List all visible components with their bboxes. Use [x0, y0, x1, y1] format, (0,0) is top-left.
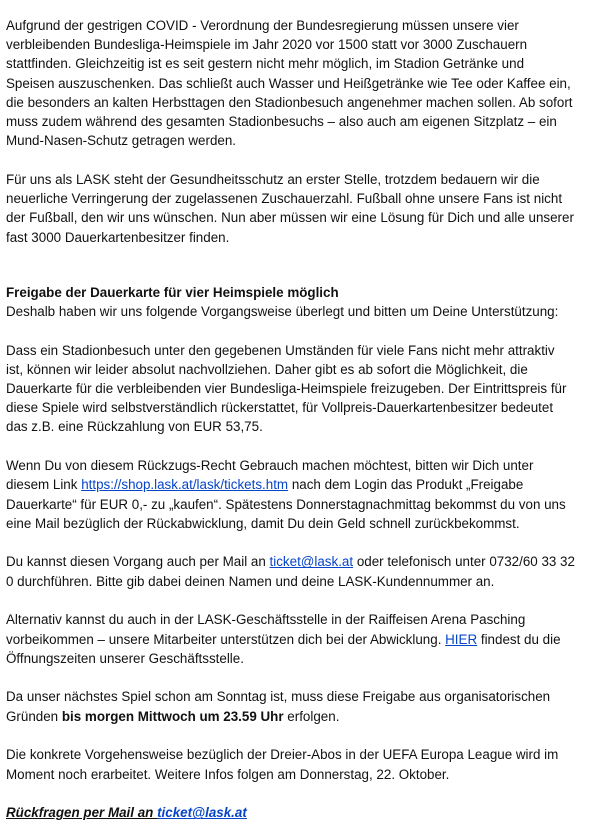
section-heading-text: Freigabe der Dauerkarte für vier Heimspiele möglich [6, 284, 339, 300]
shop-tickets-link[interactable]: https://shop.lask.at/lask/tickets.htm [81, 477, 289, 493]
paragraph-mail-phone [6, 552, 575, 590]
shop-text-before: Wenn Du von diesem Rückzugs-Recht Gebrauch machen möchtest, bitten wir Dich unter diesem Link [6, 458, 534, 493]
footer-contact [6, 803, 575, 822]
footer-text: Rückfragen per Mail an [6, 805, 158, 821]
paragraph-procedure-intro: Deshalb haben wir uns folgende Vorgangsweise überlegt und bitten um Deine Unterstützung: [6, 303, 559, 319]
footer-email-link[interactable]: ticket@lask.at [157, 805, 247, 821]
section-heading-freigabe [6, 283, 575, 302]
office-text-before: Alternativ kannst du auch in der LASK-Geschäftsstelle in der Raiffeisen Arena Pasching vorbeikommen – unsere Mitarbeiter unterstützen dich bei der Abwicklung. [6, 612, 526, 647]
ticket-email-link[interactable]: ticket@lask.at [269, 554, 354, 570]
paragraph-health-protection: Für uns als LASK steht der Gesundheitsschutz an erster Stelle, trotzdem bedauern wir die neuerliche Verringerung der zugelassenen Zuschauerzahl. Fußball ohne unsere Fans ist nicht der Fußball, den wir uns wünschen. Nun aber müssen wir eine Lösung für Dich und alle unserer fast 3000 Dauerkartenbesitzer finden. [6, 171, 574, 245]
paragraph-covid-regulation: Aufgrund der gestrigen COVID - Verordnung der Bundesregierung müssen unsere vier verbleibenden Bundesliga-Heimspiele im Jahr 2020 vor 1500 statt vor 3000 Zuschauern stattfinden. Gleichzeitig ist es seit gestern nicht mehr möglich, im Stadion Getränke und Speisen auszuschenken. Das schließt auch Wasser und Heißgetränke wie Tee oder Kaffee ein, die besonders an kalten Herbsttagen den Stadionbesuch angenehmer machen sollen. Ab sofort muss zudem während des gesamten Stadionbesuchs – also auch am eigenen Sitzplatz – ein Mund-Nasen-Schutz getragen werden. [6, 18, 573, 149]
paragraph-office-visit [6, 610, 575, 668]
deadline-text-before: Da unser nächstes Spiel schon am Sonntag ist, muss diese Freigabe aus organisatorischen Gründen [6, 689, 551, 724]
paragraph-deadline [6, 687, 575, 725]
mail-text-before: Du kannst diesen Vorgang auch per Mail an [6, 554, 270, 570]
paragraph-europa-league: Die konkrete Vorgehensweise bezüglich der Dreier-Abos in der UEFA Europa League wird im Moment noch erarbeitet. Weitere Infos folgen am Donnerstag, 22. Oktober. [6, 747, 559, 782]
paragraph-shop-instructions [6, 456, 575, 533]
office-text-after: findest du die Öffnungszeiten unserer Geschäftsstelle. [6, 631, 561, 666]
deadline-bold: bis morgen Mittwoch um 23.59 Uhr [61, 708, 284, 724]
shop-text-after: nach dem Login das Produkt „Freigabe Dauerkarte“ für EUR 0,- zu „kaufen“. Spätestens Donnerstagnachmittag bekommst du von uns eine Mail bezüglich der Rückabwicklung, damit Du dein Geld schnell zurückbekommst. [6, 477, 566, 531]
opening-hours-link[interactable]: HIER [445, 631, 478, 647]
mail-text-after: oder telefonisch unter 0732/60 33 32 0 durchführen. Bitte gib dabei deinen Namen und deine LASK-Kundennummer an. [6, 554, 575, 589]
paragraph-refund-option: Dass ein Stadionbesuch unter den gegebenen Umständen für viele Fans nicht mehr attraktiv ist, können wir leider absolut nachvollziehen. Daher gibt es ab sofort die Möglichkeit, die Dauerkarte für die verbleibenden vier Bundesliga-Heimspiele freizugeben. Der Eintrittspreis für diese Spiele wird selbstverständlich rückerstattet, für Vollpreis-Dauerkartenbesitzer bedeutet das z.B. eine Rückzahlung von EUR 53,75. [6, 342, 567, 435]
deadline-text-after: erfolgen. [283, 708, 340, 724]
